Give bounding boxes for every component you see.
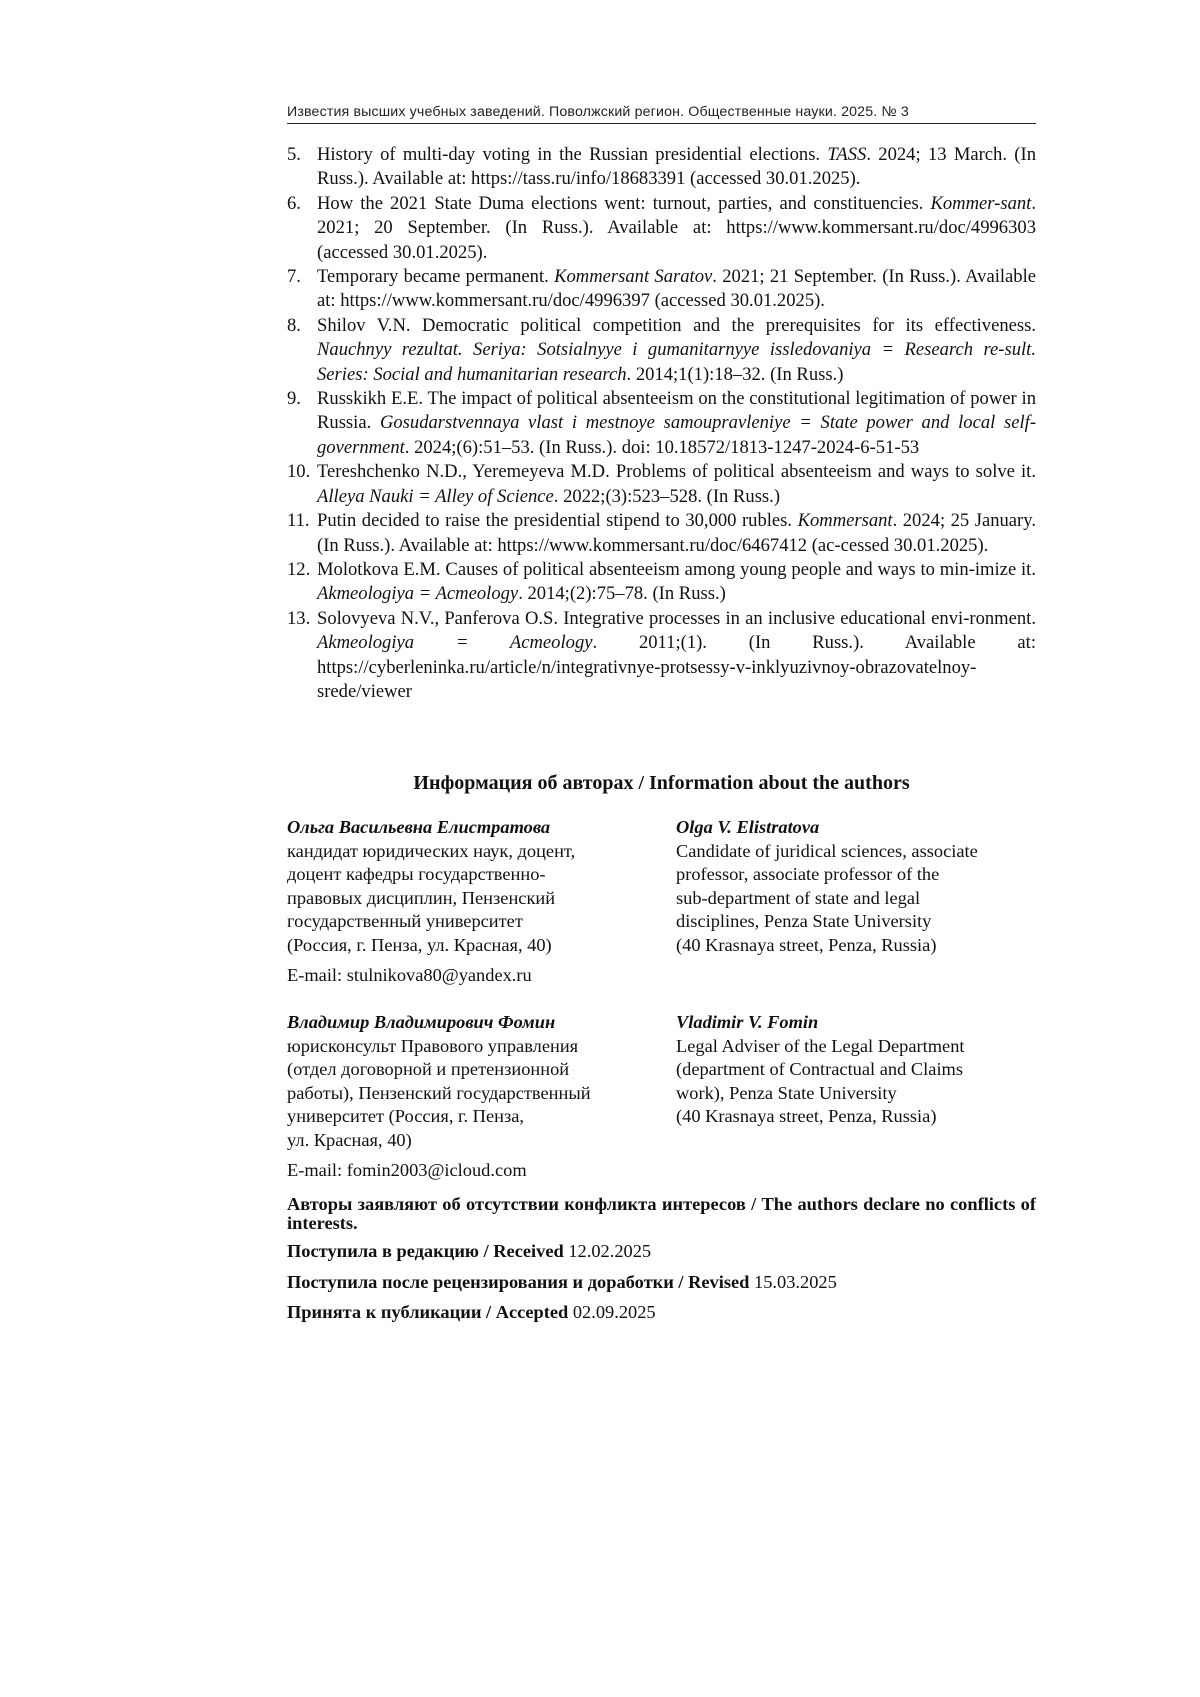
- author-1-ru-line: кандидат юридических наук, доцент,: [287, 840, 576, 861]
- reference-text: . 2021; 20 September. (In Russ.). Available at: https://www.kommersant.ru/doc/4996303 (accessed 30.01.2025).: [317, 192, 1036, 263]
- reference-source-title: TASS: [827, 144, 867, 165]
- accepted-date: [287, 1301, 1036, 1325]
- reference-text: Putin decided to raise the presidential stipend to 30,000 rubles.: [317, 510, 798, 532]
- reference-source-title: Gosudarstvennaya vlast i mestnoye samoupravleniye = State power and local self-government: [317, 412, 1037, 458]
- accepted-label: Принята к публикации / Accepted: [287, 1302, 569, 1323]
- author-1-en-line: (40 Krasnaya street, Penza, Russia): [676, 934, 937, 955]
- reference-text: . 2024;(6):51–53. (In Russ.). doi: 10.18572/1813-1247-2024-6-51-53: [404, 436, 920, 458]
- received-label: Поступила в редакцию / Received: [287, 1241, 564, 1261]
- reference-number: 7.: [287, 266, 301, 288]
- reference-text: . 2024; 25 January. (In Russ.). Available at: https://www.kommersant.ru/doc/6467412 (ac-cessed 30.01.2025).: [317, 510, 1036, 556]
- reference-number: 11.: [287, 510, 310, 532]
- author-1-en-line: Candidate of juridical sciences, associate: [676, 840, 978, 861]
- author-2-en-line: work), Penza State University: [676, 1082, 897, 1103]
- reference-item: [287, 607, 1036, 705]
- reference-text: Solovyeva N.V., Panferova O.S. Integrative processes in an inclusive educational envi-ronment.: [317, 607, 1036, 629]
- reference-text: Shilov V.N. Democratic political competition and the prerequisites for its effectiveness.: [317, 314, 1036, 336]
- reference-number: 5.: [287, 144, 301, 165]
- reference-number: 9.: [287, 388, 301, 410]
- author-2-email[interactable]: E-mail: fomin2003@icloud.com: [287, 1160, 527, 1180]
- author-1-ru-info: [287, 816, 667, 958]
- author-2-ru-line: университет (Россия, г. Пенза,: [287, 1106, 524, 1127]
- author-2-en-line: Legal Adviser of the Legal Department: [676, 1035, 965, 1056]
- author-1-ru-line: доцент кафедры государственно-: [287, 864, 546, 885]
- author-1-ru-name: Ольга Васильевна Елистратова: [287, 817, 551, 837]
- author-1-en-info: [676, 816, 1036, 958]
- references-list: [287, 143, 1036, 704]
- reference-text: How the 2021 State Duma elections went: turnout, parties, and constituencies.: [317, 192, 931, 214]
- author-2-en-line: (department of Contractual and Claims: [676, 1059, 964, 1080]
- reference-source-title: Akmeologiya = Acmeology: [317, 632, 593, 654]
- reference-source-title: Akmeologiya = Acmeology: [317, 583, 519, 605]
- reference-item: [287, 387, 1036, 460]
- reference-text: History of multi-day voting in the Russian presidential elections.: [317, 144, 828, 165]
- reference-source-title: Nauchnyy rezultat. Seriya: Sotsialnyye i gumanitarnyye issledovaniya = Research re-sult. Series: Social and humanitarian research: [317, 339, 1036, 385]
- author-1-en-line: disciplines, Penza State University: [676, 911, 932, 932]
- revised-value: 15.03.2025: [754, 1271, 837, 1292]
- author-1-ru-line: правовых дисциплин, Пензенский: [287, 887, 556, 908]
- author-1-en-line: sub-department of state and legal: [676, 887, 921, 908]
- reference-source-title: Kommersant Saratov: [554, 266, 713, 288]
- reference-text: Tereshchenko N.D., Yeremeyeva M.D. Problems of political absenteeism and ways to solve it.: [317, 461, 1036, 483]
- reference-number: 8.: [287, 314, 301, 336]
- reference-item: [287, 265, 1036, 314]
- revised-date: [287, 1271, 1036, 1295]
- author-2-en-name: Vladimir V. Fomin: [676, 1012, 819, 1032]
- article-statements: [287, 1195, 1036, 1325]
- reference-number: 10.: [287, 461, 311, 483]
- author-1-ru-line: государственный университет: [287, 911, 523, 932]
- received-date: [287, 1240, 1036, 1264]
- reference-number: 12.: [287, 558, 311, 580]
- author-2-ru-line: ул. Красная, 40): [287, 1129, 412, 1150]
- reference-text: Molotkova E.M. Causes of political absenteeism among young people and ways to min-imize it.: [317, 558, 1036, 580]
- reference-text: . 2011;(1). (In Russ.). Available at: https://cyberleninka.ru/article/n/integrativnye-protsessy-v-inklyuzivnoy-obrazovatelnoy-srede/viewer: [317, 632, 1036, 702]
- reference-text: Temporary became permanent.: [317, 266, 555, 288]
- reference-item: [287, 143, 1036, 192]
- author-1-en-name: Olga V. Elistratova: [676, 817, 820, 837]
- reference-text: Russkikh E.E. The impact of political absenteeism on the constitutional legitimation of power in Russia.: [317, 388, 1036, 434]
- author-1-en-line: professor, associate professor of the: [676, 864, 940, 885]
- author-2-ru-line: работы), Пензенский государственный: [287, 1082, 591, 1103]
- reference-source-title: Kommersant: [797, 510, 893, 532]
- accepted-value: 02.09.2025: [572, 1302, 656, 1323]
- conflict-of-interest-statement: Авторы заявляют об отсутствии конфликта интересов / The authors declare no conflicts of interests.: [287, 1194, 1036, 1233]
- reference-number: 13.: [287, 607, 311, 629]
- reference-source-title: Kommer-sant: [930, 192, 1032, 214]
- author-2-ru-line: (отдел договорной и претензионной: [287, 1059, 570, 1080]
- revised-label: Поступила после рецензирования и доработки / Revised: [287, 1271, 750, 1292]
- author-2-ru-name: Владимир Владимирович Фомин: [287, 1012, 556, 1032]
- reference-number: 6.: [287, 192, 301, 214]
- reference-item: [287, 460, 1036, 509]
- reference-text: . 2014;1(1):18–32. (In Russ.): [626, 363, 844, 385]
- reference-text: . 2014;(2):75–78. (In Russ.): [518, 583, 726, 605]
- reference-source-title: Alleya Nauki = Alley of Science: [317, 485, 554, 507]
- reference-text: . 2021; 21 September. (In Russ.). Available at: https://www.kommersant.ru/doc/4996397 (accessed 30.01.2025).: [317, 266, 1037, 312]
- reference-text: . 2024; 13 March. (In Russ.). Available at: https://tass.ru/info/18683391 (accessed 30.01.2025).: [317, 144, 1036, 190]
- author-2-en-line: (40 Krasnaya street, Penza, Russia): [676, 1106, 937, 1127]
- reference-item: [287, 192, 1036, 265]
- reference-item: [287, 314, 1036, 387]
- reference-item: [287, 558, 1036, 607]
- running-title: Известия высших учебных заведений. Поволжский регион. Общественные науки. 2025. № 3: [287, 104, 1036, 124]
- author-1-email[interactable]: E-mail: stulnikova80@yandex.ru: [287, 965, 532, 985]
- author-2-en-info: [676, 1011, 1036, 1129]
- reference-text: . 2022;(3):523–528. (In Russ.): [553, 485, 781, 507]
- author-2-ru-line: юрисконсульт Правового управления: [287, 1035, 579, 1056]
- author-2-ru-info: [287, 1011, 667, 1153]
- received-value: 12.02.2025: [568, 1241, 652, 1261]
- author-1-ru-line: (Россия, г. Пенза, ул. Красная, 40): [287, 934, 552, 955]
- reference-item: [287, 509, 1036, 558]
- authors-heading: Информация об авторах / Information about the authors: [413, 772, 910, 794]
